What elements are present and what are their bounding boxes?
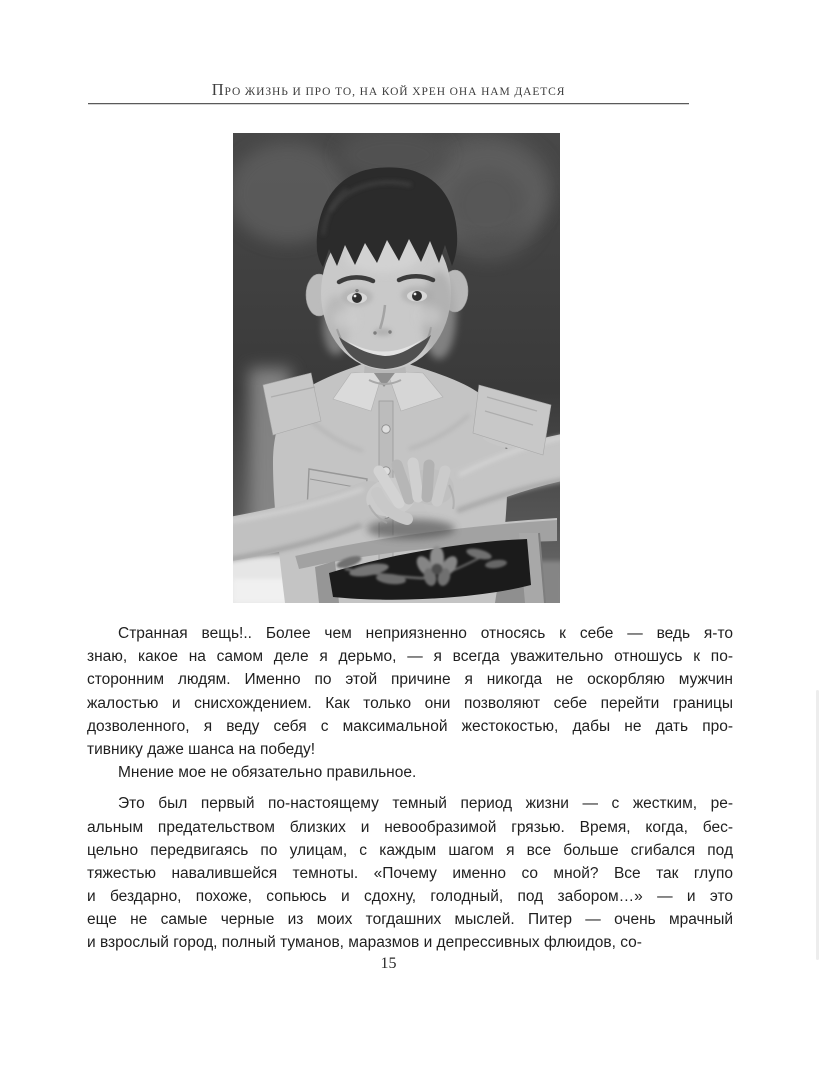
text-line: сторонним людям. Именно по этой причине я никогда не оскорбляю мужчин — [87, 671, 733, 689]
text-line: Мнение мое не обязательно правильное. — [118, 764, 417, 782]
header-rule — [88, 103, 689, 104]
text-line: и бездарно, похоже, сопьюсь и сдохну, голодный, под забором…» — и это — [87, 888, 733, 906]
text-line: тивнику даже шанса на победу! — [87, 740, 316, 758]
text-line: Это был первый по-настоящему темный период жизни — с жестким, ре- — [118, 795, 733, 813]
header-title-initial: П — [211, 80, 225, 99]
page-number: 15 — [380, 955, 397, 972]
paragraph — [87, 761, 733, 784]
text-line: дозволенного, я веду себя с максимальной жестокостью, дабы не дать про- — [87, 717, 733, 735]
body-text — [87, 622, 733, 955]
boy-portrait-photo — [233, 133, 560, 603]
boy-eye — [412, 291, 422, 301]
text-line: Странная вещь!.. Более чем неприязненно относясь к себе — ведь я-то — [118, 625, 733, 642]
header-title: РО ЖИЗНЬ И ПРО ТО, НА КОЙ ХРЕН ОНА НАМ ДАЕТСЯ — [224, 86, 566, 98]
text-line: тяжестью навалившейся темноты. «Почему именно со мной? Все так глупо — [87, 864, 733, 882]
paragraph — [87, 792, 733, 954]
paragraph — [87, 622, 733, 761]
text-line: альным предательством близких и невообразимой грязью. Время, когда, бес- — [87, 818, 733, 836]
clasped-hands — [363, 463, 457, 539]
text-line: и взрослый город, полный туманов, маразмов и депрессивных флюидов, со- — [87, 934, 642, 952]
shirt-button — [382, 425, 390, 433]
text-line: жалостью и снисхождением. Как только они позволяют себе перейти границы — [87, 694, 733, 712]
boy-eye — [352, 293, 362, 303]
boy-head — [306, 167, 468, 384]
scan-edge-artifact — [816, 690, 819, 960]
running-header — [88, 80, 689, 100]
text-line: цельно передвигаясь по улицам, с каждым шагом я все больше сгибался под — [87, 841, 733, 859]
text-line: знаю, какое на самом деле я дерьмо, — я всегда уважительно отношусь к по- — [87, 648, 733, 666]
text-line: еще не самые черные из моих тогдашних мыслей. Питер — очень мрачный — [87, 911, 733, 929]
boy-portrait-illustration — [233, 133, 560, 603]
